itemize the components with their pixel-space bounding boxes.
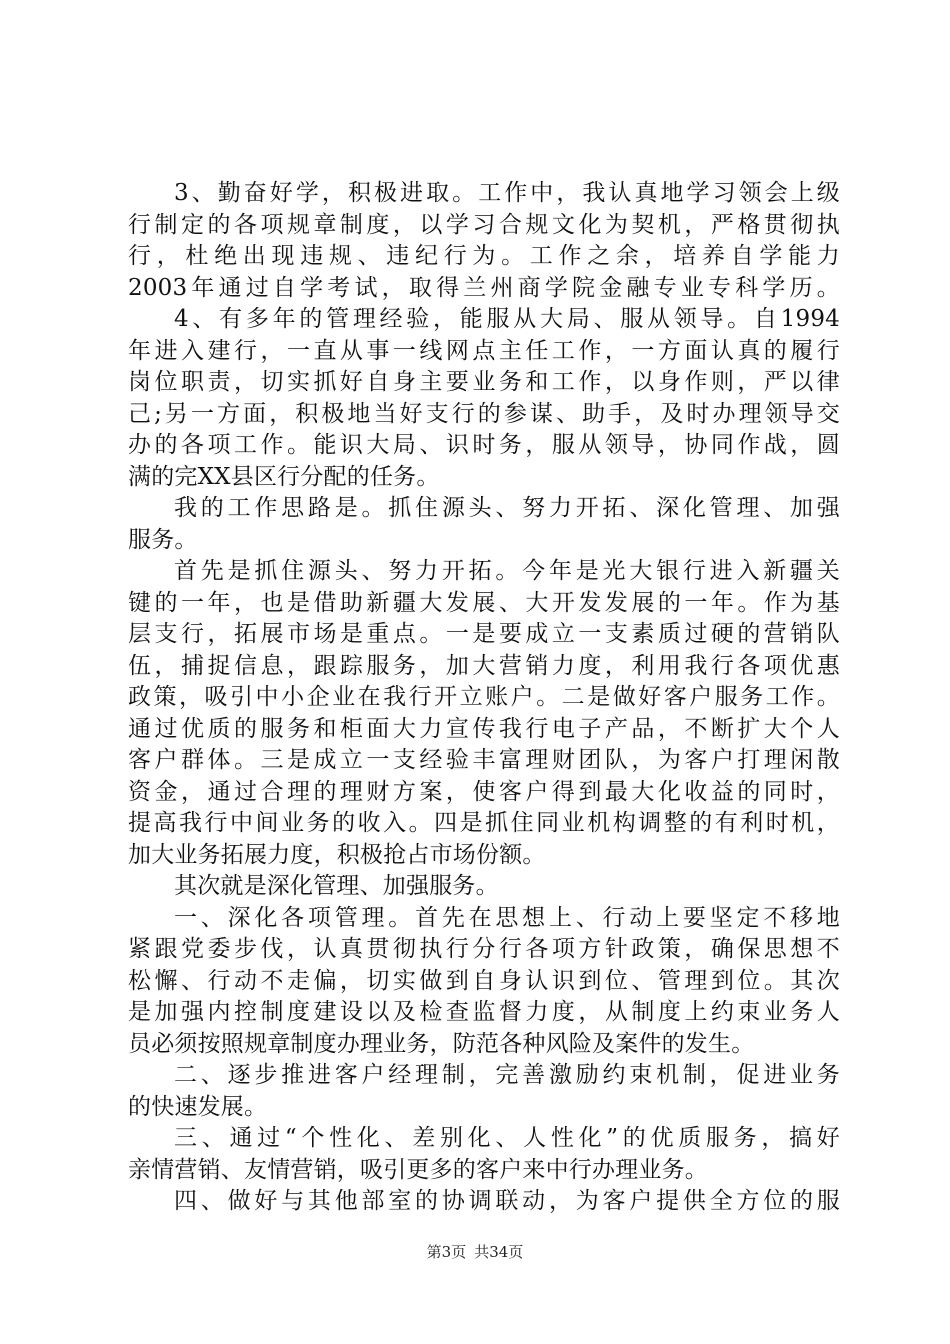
text-line: 己;另一方面，积极地当好支行的参谋、助手，及时办理领导交 (128, 400, 840, 427)
page-total: 共34页 (474, 1243, 524, 1261)
text-line: 员必须按照规章制度办理业务，防范各种风险及案件的发生。 (128, 1030, 755, 1057)
text-line: 办的各项工作。能识大局、识时务，服从领导，协同作战，圆 (128, 432, 840, 458)
text-line: 2003年通过自学考试，取得兰州商学院金融专业专科学历。 (128, 274, 840, 301)
text-line: 伍，捕捉信息，跟踪服务，加大营销力度，利用我行各项优惠 (128, 652, 840, 679)
text-line: 满的完XX县区行分配的任务。 (128, 463, 440, 490)
text-line: 亲情营销、友情营销，吸引更多的客户来中行办理业务。 (128, 1156, 708, 1183)
text-line: 年进入建行，一直从事一线网点主任工作，一方面认真的履行 (128, 337, 840, 364)
text-line: 我的工作思路是。抓住源头、努力开拓、深化管理、加强 (174, 495, 840, 521)
text-line: 客户群体。三是成立一支经验丰富理财团队，为客户打理闲散 (128, 747, 840, 773)
text-line: 行，杜绝出现违规、违纪行为。工作之余，培养自学能力 (128, 243, 840, 269)
text-line: 是加强内控制度建设以及检查监督力度，从制度上约束业务人 (128, 999, 840, 1025)
text-line: 其次就是深化管理、加强服务。 (174, 873, 499, 899)
text-line: 通过优质的服务和柜面大力宣传我行电子产品，不断扩大个人 (128, 715, 840, 742)
text-line: 二、逐步推进客户经理制，完善激励约束机制，促进业务 (174, 1062, 840, 1088)
text-line: 服务。 (128, 526, 198, 553)
text-line: 加大业务拓展力度，积极抢占市场份额。 (128, 841, 546, 868)
text-line: 首先是抓住源头、努力开拓。今年是光大银行进入新疆关 (174, 558, 840, 584)
text-line: 层支行，拓展市场是重点。一是要成立一支素质过硬的营销队 (128, 621, 840, 647)
text-line: 提高我行中间业务的收入。四是抓住同业机构调整的有利时机， (128, 810, 840, 836)
text-line: 3、勤奋好学，积极进取。工作中，我认真地学习领会上级 (174, 180, 840, 206)
text-line: 4、有多年的管理经验，能服从大局、服从领导。自1994 (174, 306, 840, 332)
text-line: 一、深化各项管理。首先在思想上、行动上要坚定不移地 (174, 904, 840, 931)
text-line: 紧跟党委步伐，认真贯彻执行分行各项方针政策，确保思想不 (128, 936, 840, 962)
text-line: 资金，通过合理的理财方案，使客户得到最大化收益的同时， (128, 778, 840, 805)
text-line: 四、做好与其他部室的协调联动，为客户提供全方位的服 (174, 1188, 840, 1214)
document-body (128, 178, 840, 1218)
text-line: 松懈、行动不走偏，切实做到自身认识到位、管理到位。其次 (128, 967, 840, 994)
text-line: 键的一年，也是借助新疆大发展、大开发发展的一年。作为基 (128, 589, 840, 616)
page-footer (0, 1242, 950, 1262)
text-line: 政策，吸引中小企业在我行开立账户。二是做好客户服务工作。 (128, 684, 840, 710)
page-number: 第3页 (426, 1243, 467, 1261)
text-line: 行制定的各项规章制度，以学习合规文化为契机，严格贯彻执 (128, 211, 840, 238)
text-line: 岗位职责，切实抓好自身主要业务和工作，以身作则，严以律 (128, 369, 840, 395)
text-line: 的快速发展。 (128, 1093, 268, 1120)
text-line: 三、通过“个性化、差别化、人性化”的优质服务，搞好 (174, 1125, 840, 1151)
